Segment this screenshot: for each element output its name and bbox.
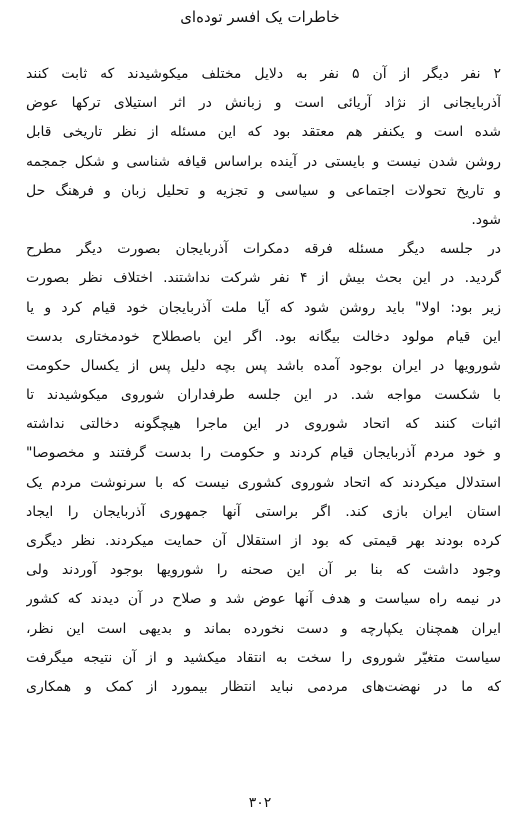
text-line: روشن شدن نیست و بایستی در آینده براساس قیافه شناسی و شکل جمجمه — [26, 153, 501, 170]
text-line: در جلسه دیگر مسئله فرقه دمکرات آذربایجان بصورت دیگر مطرح — [26, 241, 501, 258]
text-line: سیاست متغیّر شوروی را سخت به انتقاد میکشید و از آن نتیجه میگرفت — [26, 649, 501, 666]
text-line: شود. — [471, 211, 501, 228]
text-line: شده است و یکنفر هم معتقد بود که این مسئله از نظر تاریخی قابل — [26, 124, 501, 141]
text-line: وجود داشت که بنا بر آن این صحنه را شورویها بوجود آوردند ولی — [26, 562, 501, 579]
text-line: و تاریخ تحولات اجتماعی و سیاسی و تجزیه و تحلیل زبان و فرهنگ حل — [26, 182, 501, 199]
page-header-title: خاطرات یک افسر توده‌ای — [180, 8, 340, 26]
text-line: و خود مردم آذربایجان قیام کردند و حکومت را بدست گرفتند و مخصوصا" — [26, 445, 501, 462]
text-line: زیر بود: اولا" باید روشن شود که آیا ملت آذربایجان خود قیام کرد و یا — [26, 299, 501, 316]
text-line: در نیمه راه سیاست و هدف آنها عوض شد و صلاح در آن دیدند که کشور — [26, 591, 501, 608]
page-number: ۳۰۲ — [248, 795, 272, 811]
text-line: گردید. در این بحث بیش از ۴ نفر شرکت نداشتند. اختلاف نظر بصورت — [26, 270, 501, 287]
text-line: آذربایجانی از نژاد آریائی است و زبانش در اثر استیلای ترکها عوض — [26, 95, 501, 112]
page-body — [26, 60, 501, 702]
text-line: این قیام مولود دخالت بیگانه بود. اگر این باصطلاح خودمختاری بدست — [26, 328, 501, 345]
text-line: اثبات کنند که اتحاد شوروی در این ماجرا هیچگونه دخالتی نداشته — [26, 416, 501, 433]
text-line: ایران همچنان یکپارچه و دست نخورده بماند و بدیهی است این نظر، — [26, 620, 501, 637]
text-line: با شکست مواجه شد. در این جلسه طرفداران شوروی میکوشیدند تا — [26, 387, 501, 404]
text-line: استان ایران بازی کند. اگر براستی آنها جمهوری آذربایجان را ایجاد — [26, 503, 501, 520]
paragraph — [26, 235, 501, 702]
text-line: که ما در نهضت‌های مردمی نباید انتظار بیمورد از کمک و همکاری — [26, 678, 501, 695]
text-line: شورویها در ایران بوجود آمده باشد پس بچه دلیل پس از یکسال حکومت — [26, 357, 501, 374]
paragraph — [26, 60, 501, 235]
text-line: ۲ نفر دیگر از آن ۵ نفر به دلایل مختلف میکوشیدند که ثابت کنند — [26, 66, 501, 82]
text-line: کرده بودند بهر قیمتی که بود از استقلال آن حمایت میکردند. نظر دیگری — [26, 533, 501, 549]
text-line: استدلال میکردند که اتحاد شوروی کشوری نیست که با سرنوشت مردم یک — [26, 474, 501, 491]
